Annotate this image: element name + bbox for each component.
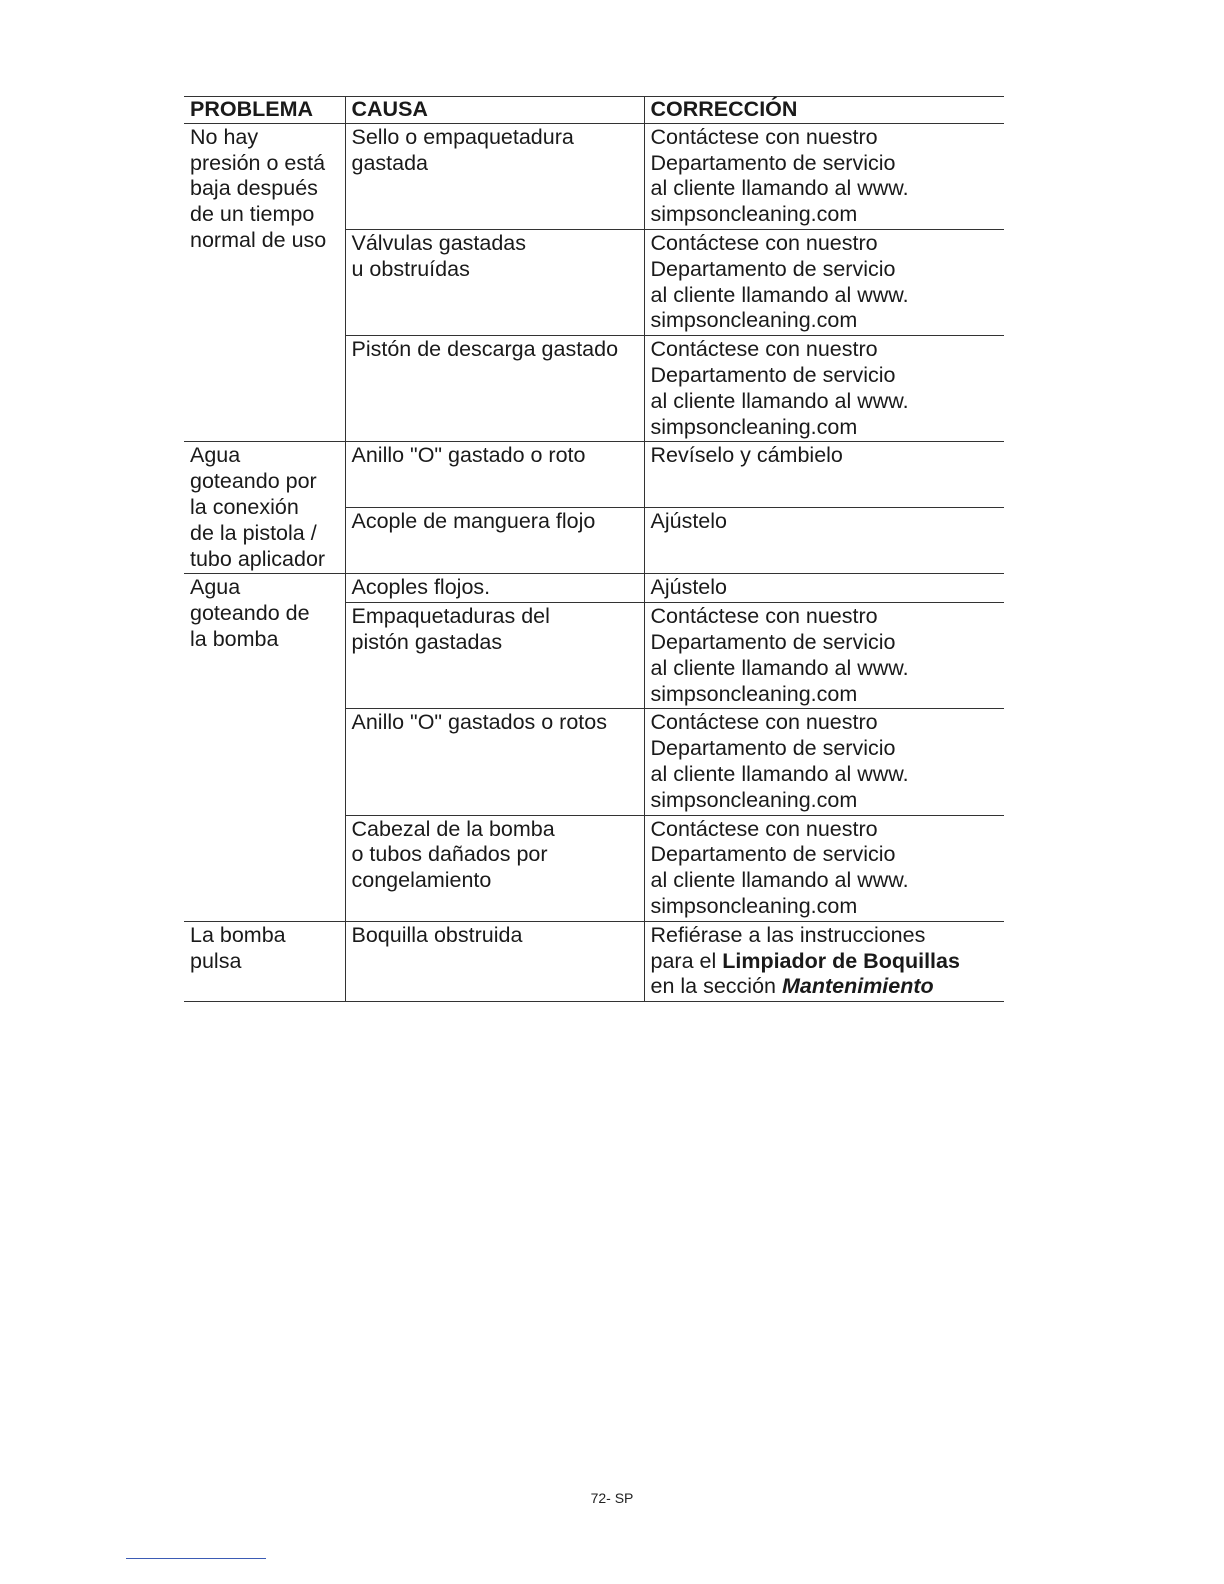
cause-cell: Acoples flojos.	[345, 574, 644, 603]
cause-cell: Acople de manguera flojo	[345, 508, 644, 574]
table-row	[184, 574, 1004, 603]
page-number: 72- SP	[590, 1490, 634, 1506]
correction-text: para el	[650, 948, 723, 973]
correction-cell	[644, 921, 1004, 1001]
table-row	[184, 921, 1004, 1001]
cause-cell: Pistón de descarga gastado	[345, 336, 644, 442]
problem-cell: La bomba pulsa	[184, 921, 345, 1001]
nozzle-cleaner-label: Limpiador de Boquillas	[722, 948, 960, 973]
header-correction: CORRECCIÓN	[644, 97, 1004, 124]
problem-cell: No hay presión o está baja después de un tiempo normal de uso	[184, 123, 345, 442]
cause-cell: Cabezal de la bomba o tubos dañados por congelamiento	[345, 815, 644, 921]
correction-cell: Contáctese con nuestro Departamento de servicio al cliente llamando al www. simpsoncleaning.com	[644, 229, 1004, 335]
cause-cell: Válvulas gastadas u obstruídas	[345, 229, 644, 335]
cause-cell: Empaquetaduras del pistón gastadas	[345, 603, 644, 709]
header-problem: PROBLEMA	[184, 97, 345, 124]
table-row	[184, 123, 1004, 229]
footer-rule	[126, 1558, 266, 1559]
cause-cell: Anillo "O" gastados o rotos	[345, 709, 644, 815]
cause-cell: Boquilla obstruida	[345, 921, 644, 1001]
table-header-row	[184, 97, 1004, 124]
cause-cell: Sello o empaquetadura gastada	[345, 123, 644, 229]
header-cause: CAUSA	[345, 97, 644, 124]
problem-cell: Agua goteando por la conexión de la pistola / tubo aplicador	[184, 442, 345, 574]
troubleshooting-table	[184, 96, 1004, 1002]
correction-text: en la sección	[650, 974, 782, 999]
correction-cell: Ajústelo	[644, 574, 1004, 603]
correction-cell: Contáctese con nuestro Departamento de servicio al cliente llamando al www. simpsoncleaning.com	[644, 709, 1004, 815]
correction-cell: Contáctese con nuestro Departamento de servicio al cliente llamando al www. simpsoncleaning.com	[644, 336, 1004, 442]
table-row	[184, 442, 1004, 508]
correction-cell: Contáctese con nuestro Departamento de servicio al cliente llamando al www. simpsoncleaning.com	[644, 123, 1004, 229]
correction-cell: Revíselo y cámbielo	[644, 442, 1004, 508]
maintenance-section-label: Mantenimiento	[781, 974, 934, 999]
cause-cell: Anillo "O" gastado o roto	[345, 442, 644, 508]
correction-line: Refiérase a las instrucciones	[650, 922, 926, 947]
problem-cell: Agua goteando de la bomba	[184, 574, 345, 921]
correction-cell: Contáctese con nuestro Departamento de servicio al cliente llamando al www. simpsoncleaning.com	[644, 603, 1004, 709]
correction-cell: Ajústelo	[644, 508, 1004, 574]
correction-cell: Contáctese con nuestro Departamento de servicio al cliente llamando al www. simpsoncleaning.com	[644, 815, 1004, 921]
